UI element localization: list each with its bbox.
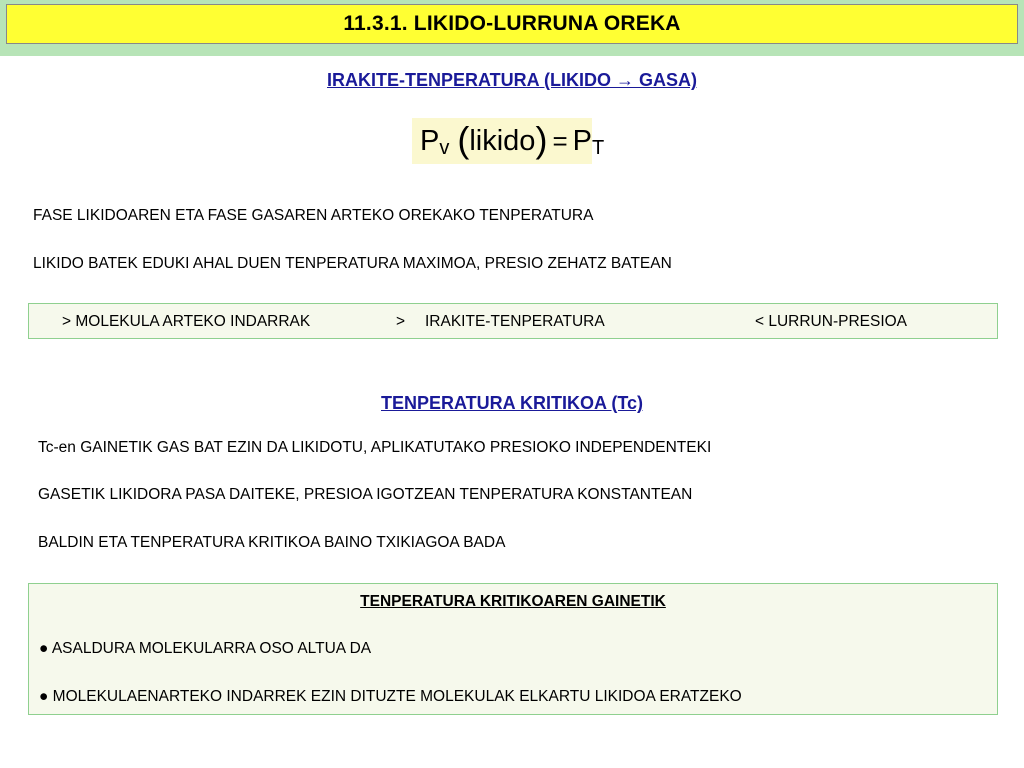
vapor-pressure-formula <box>412 118 605 164</box>
relation-part-4: < LURRUN-PRESIOA <box>755 313 908 330</box>
title-band <box>0 0 1024 56</box>
section1-line-1: FASE LIKIDOAREN ETA FASE GASAREN ARTEKO OREKAKO TENPERATURA <box>33 207 594 224</box>
formula-equals: = <box>552 125 568 156</box>
section2-line-3: BALDIN ETA TENPERATURA KRITIKOA BAINO TXIKIAGOA BADA <box>38 534 506 551</box>
box-heading: TENPERATURA KRITIKOAREN GAINETIK <box>360 593 666 610</box>
formula-close-paren: ) <box>535 119 548 160</box>
slide-title: 11.3.1. LIKIDO-LURRUNA OREKA <box>6 4 1018 44</box>
relation-box <box>28 303 998 339</box>
formula-rhs: P <box>572 124 592 157</box>
formula-open-paren: ( <box>457 119 470 160</box>
section2-line-2: GASETIK LIKIDORA PASA DAITEKE, PRESIOA IGOTZEAN TENPERATURA KONSTANTEAN <box>38 486 693 503</box>
relation-part-3: IRAKITE-TENPERATURA <box>425 313 605 330</box>
section1-line-2: LIKIDO BATEK EDUKI AHAL DUEN TENPERATURA MAXIMOA, PRESIO ZEHATZ BATEAN <box>33 255 672 272</box>
critical-temperature-box <box>28 583 998 715</box>
box-bullet-1: ● ASALDURA MOLEKULARRA OSO ALTUA DA <box>39 640 372 657</box>
relation-part-1: > MOLEKULA ARTEKO INDARRAK <box>62 313 311 330</box>
formula-rhs-sub: T <box>591 136 605 159</box>
relation-part-2: > <box>396 313 406 330</box>
formula-lhs: P <box>420 124 440 157</box>
section2-heading: TENPERATURA KRITIKOA (Tc) <box>381 393 643 413</box>
box-bullet-2: ● MOLEKULAENARTEKO INDARREK EZIN DITUZTE MOLEKULAK ELKARTU LIKIDOA ERATZEKO <box>39 688 742 705</box>
section2-line-1: Tc-en GAINETIK GAS BAT EZIN DA LIKIDOTU, APLIKATUTAKO PRESIOKO INDEPENDENTEKI <box>38 439 712 456</box>
section1-heading: IRAKITE-TENPERATURA (LIKIDO → GASA) <box>327 70 697 90</box>
formula-arg: likido <box>469 124 536 157</box>
formula-lhs-sub: v <box>439 136 450 159</box>
